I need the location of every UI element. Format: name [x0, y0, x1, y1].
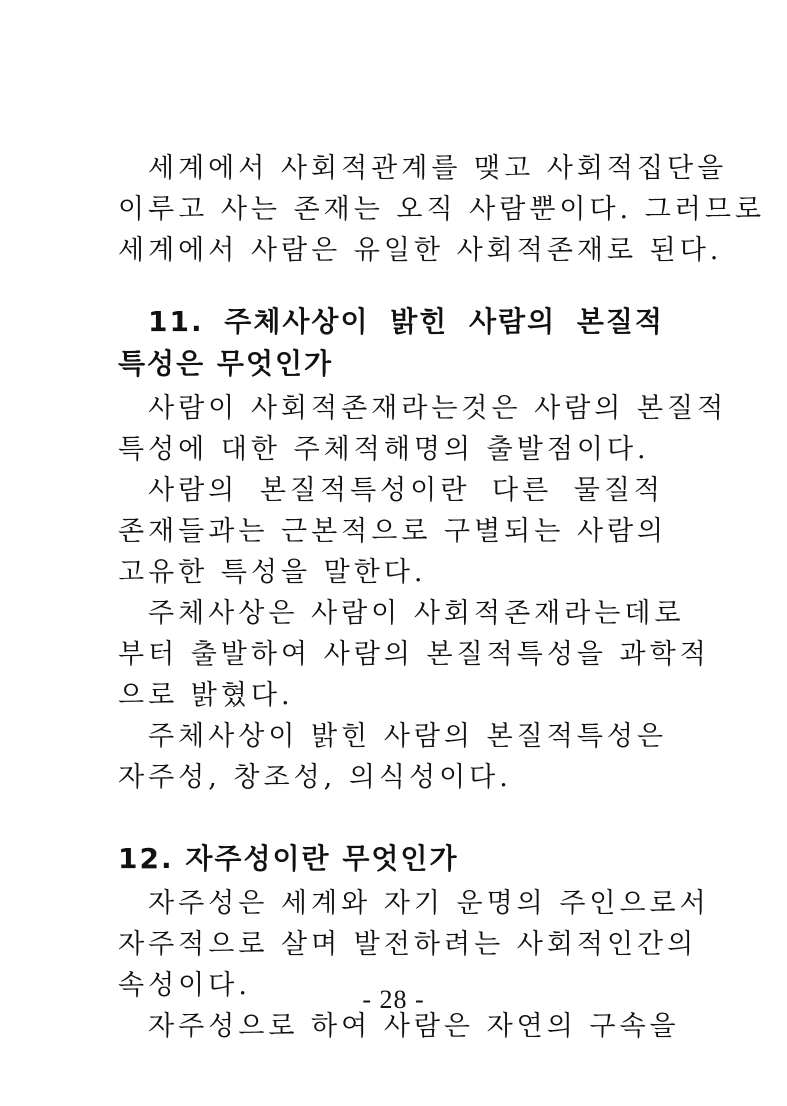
page-body — [118, 148, 766, 1047]
text-line: 자주성은 세계와 자기 운명의 주인으로서 — [148, 888, 710, 919]
text-line: 주체사상이 밝힌 사람의 본질적특성은 — [148, 721, 668, 752]
text-line: 자주성으로 하여 사람은 자연의 구속을 — [148, 1011, 680, 1042]
section-12 — [118, 839, 710, 1047]
text-line: 사람이 사회적존재라는것은 사람의 본질적 — [148, 393, 728, 424]
text-line: 자주성, 창조성, 의식성이다. — [118, 762, 512, 793]
text-line: 부터 출발하여 사람의 본질적특성을 과학적 — [118, 639, 710, 670]
text-line: 자주적으로 살며 발전하려는 사회적인간의 — [118, 929, 698, 960]
page-number: - 28 - — [362, 985, 425, 1014]
text-line: 존재들과는 근본적으로 구별되는 사람의 — [118, 516, 668, 547]
text-line: 세계에서 사회적관계를 맺고 사회적집단을 — [148, 153, 728, 184]
section-11 — [118, 300, 728, 798]
text-line: 이루고 사는 존재는 오직 사람뿐이다. 그러므로 — [118, 194, 766, 225]
text-line: 고유한 특성을 말한다. — [118, 557, 427, 588]
text-line: 특성에 대한 주체적해명의 출발점이다. — [118, 434, 650, 465]
section-heading: 11. 주체사상이 밝힌 사람의 본질적 — [148, 305, 664, 338]
section-heading: 특성은 무엇인가 — [118, 347, 334, 380]
text-line: 으로 밝혔다. — [118, 680, 294, 711]
paragraph — [118, 388, 728, 470]
section-heading: 12. 자주성이란 무엇인가 — [118, 842, 459, 875]
paragraph — [118, 470, 668, 593]
paragraph — [118, 716, 668, 798]
paragraph — [118, 593, 710, 716]
intro-paragraph — [118, 148, 766, 271]
text-line: 주체사상은 사람이 사회적존재라는데로 — [148, 598, 685, 629]
text-line: 사람의 본질적특성이란 다른 물질적 — [148, 475, 664, 506]
text-line: 속성이다. — [118, 970, 251, 1001]
text-line: 세계에서 사람은 유일한 사회적존재로 된다. — [118, 235, 723, 266]
